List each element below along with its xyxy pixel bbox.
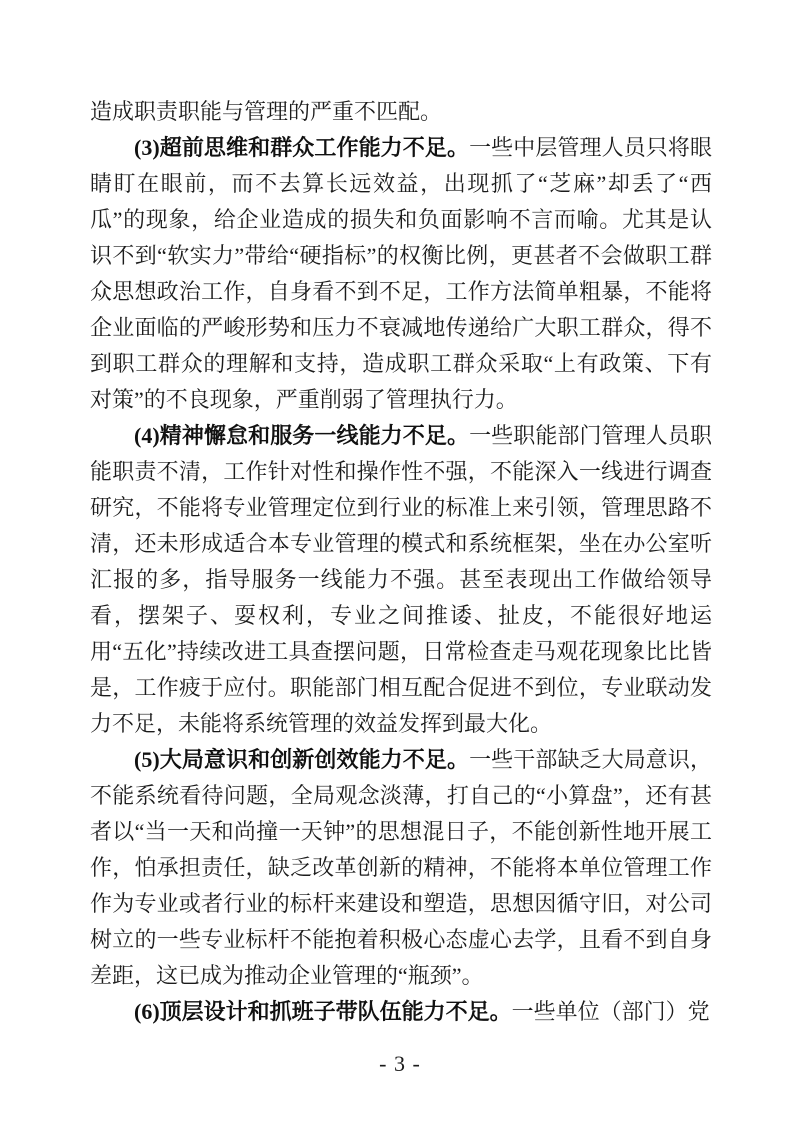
paragraph-heading: (4)精神懈怠和服务一线能力不足。	[134, 423, 470, 448]
paragraph-item-4	[90, 418, 712, 742]
paragraph-item-3	[90, 130, 712, 418]
paragraph-text: 一些单位（部门）党	[511, 999, 710, 1024]
paragraph-heading: (5)大局意识和创新创效能力不足。	[134, 747, 470, 772]
paragraph-text: 一些职能部门管理人员职能职责不清，工作针对性和操作性不强，不能深入一线进行调查研究，不能将专业管理定位到行业的标准上来引领，管理思路不清，还未形成适合本专业管理的模式和系统框架，坐在办公室听汇报的多，指导服务一线能力不强。甚至表现出工作做给领导看，摆架子、耍权利，专业之间推诿、扯皮，不能很好地运用“五化”持续改进工具查摆问题，日常检查走马观花现象比比皆是，工作疲于应付。职能部门相互配合促进不到位，专业联动发力不足，未能将系统管理的效益发挥到最大化。	[90, 423, 712, 736]
document-body	[90, 94, 712, 1030]
paragraph-heading: (6)顶层设计和抓班子带队伍能力不足。	[134, 999, 512, 1024]
paragraph-heading: (3)超前思维和群众工作能力不足。	[134, 135, 470, 160]
paragraph-text: 一些干部缺乏大局意识，不能系统看待问题，全局观念淡薄，打自己的“小算盘”，还有甚者以“当一天和尚撞一天钟”的思想混日子，不能创新性地开展工作，怕承担责任，缺乏改革创新的精神，不能将本单位管理工作作为专业或者行业的标杆来建设和塑造，思想因循守旧，对公司树立的一些专业标杆不能抱着积极心态虚心去学，且看不到自身差距，这已成为推动企业管理的“瓶颈”。	[90, 747, 712, 988]
page-number: - 3 -	[379, 1051, 421, 1076]
paragraph-text: 一些中层管理人员只将眼睛盯在眼前，而不去算长远效益，出现抓了“芝麻”却丢了“西瓜”的现象，给企业造成的损失和负面影响不言而喻。尤其是认识不到“软实力”带给“硬指标”的权衡比例，更甚者不会做职工群众思想政治工作，自身看不到不足，工作方法简单粗暴，不能将企业面临的严峻形势和压力不衰减地传递给广大职工群众，得不到职工群众的理解和支持，造成职工群众采取“上有政策、下有对策”的不良现象，严重削弱了管理执行力。	[90, 135, 712, 412]
paragraph-text: 造成职责职能与管理的严重不匹配。	[90, 99, 443, 124]
paragraph-continuation	[90, 94, 712, 130]
paragraph-item-5	[90, 742, 712, 994]
paragraph-item-6	[90, 994, 712, 1030]
